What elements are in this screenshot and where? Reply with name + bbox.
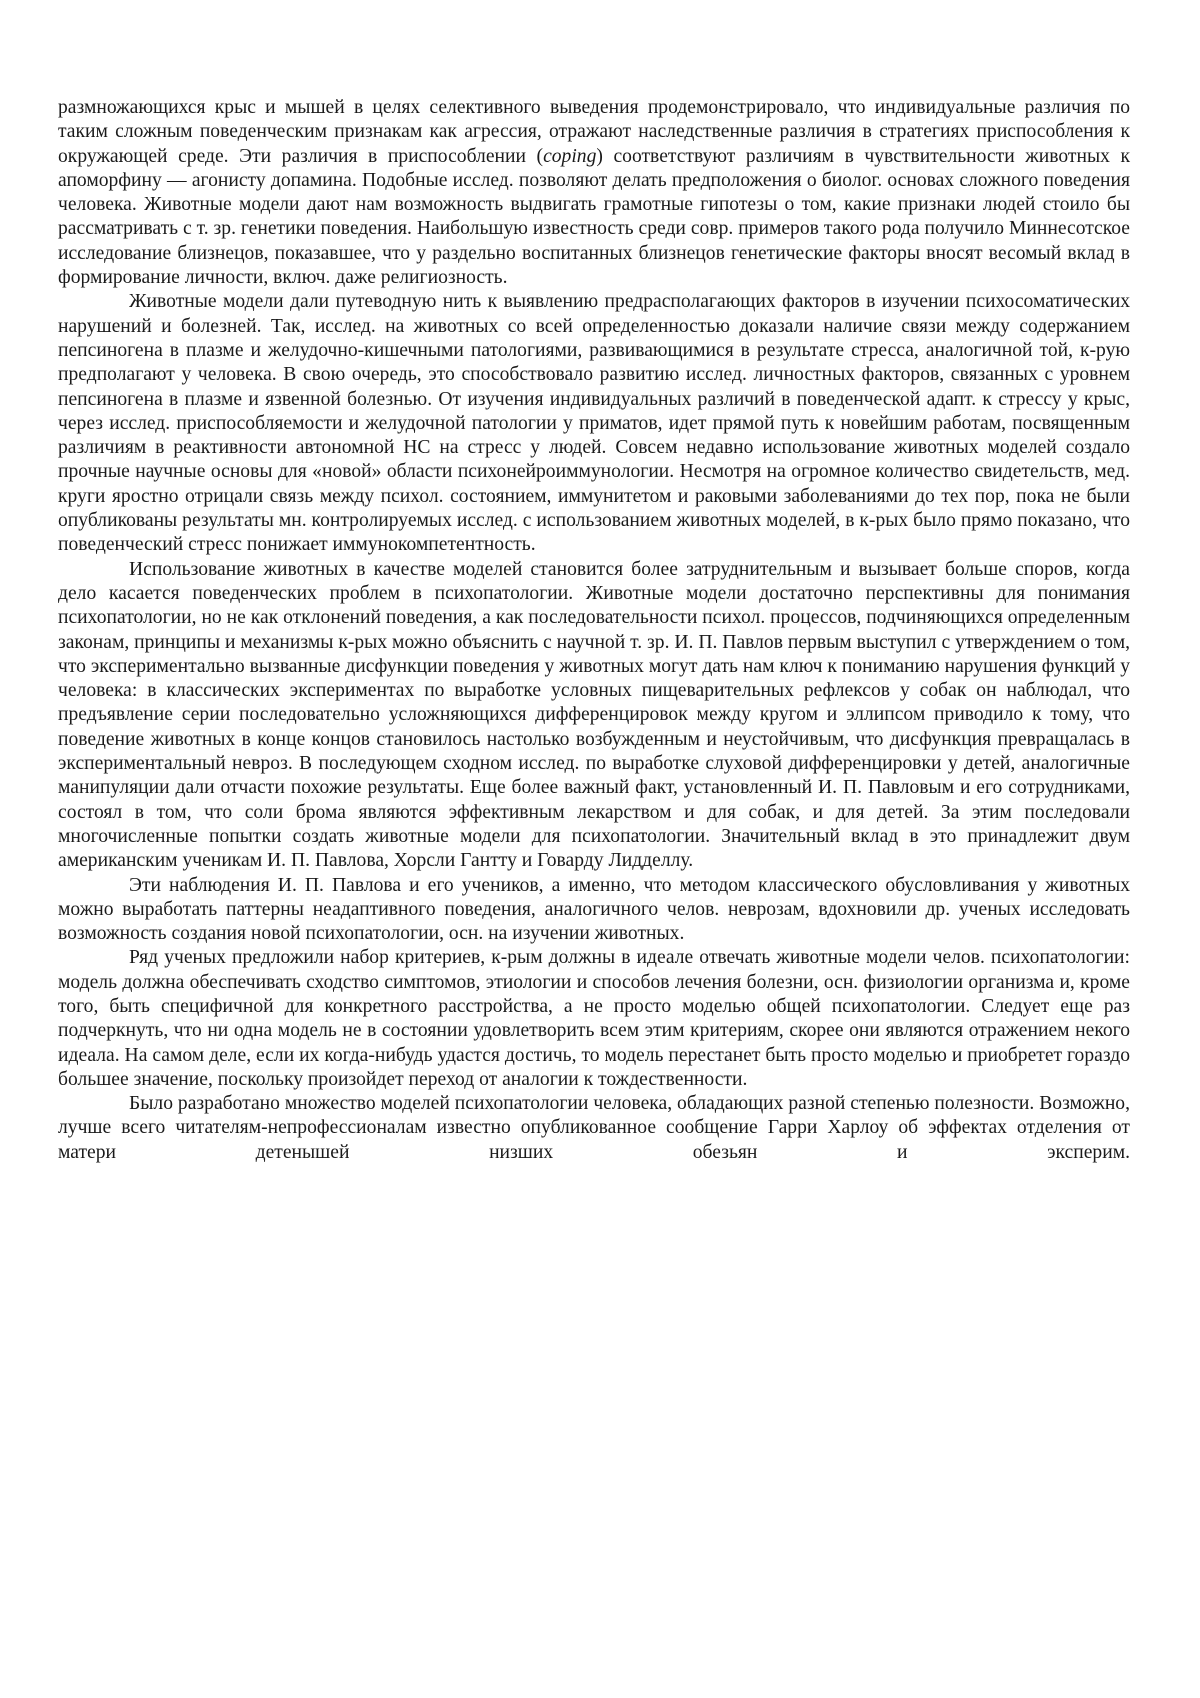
paragraph-1-text-b: ) соответствуют различиям в чувствительности животных к апоморфину — агонисту допамина. Подобные исслед. позволяют делать предположения о биолог. основах сложного поведения человека. Животные модели дают нам возможность выдвигать грамотные гипотезы о том, какие признаки людей стоило бы рассматривать с т. зр. генетики поведения. Наибольшую известность среди совр. примеров такого рода получило Миннесотское исследование близнецов, показавшее, что у раздельно воспитанных близнецов генетические факторы вносят весомый вклад в формирование личности, включ. даже религиозность. <box>58 145 1130 289</box>
paragraph-4: Эти наблюдения И. П. Павлова и его учеников, а именно, что методом классического обусловливания у животных можно выработать паттерны неадаптивного поведения, аналогичного челов. неврозам, вдохновили др. ученых исследовать возможность создания новой психопатологии, осн. на изучении животных. <box>58 874 1130 945</box>
document-page <box>58 96 1130 1165</box>
paragraph-1-text-a: размножающихся крыс и мышей в целях селективного выведения продемонстрировало, что индивидуальные различия по таким сложным поведенческим признакам как агрессия, отражают наследственные различия в стратегиях приспособления к окружающей среде. Эти различия в приспособлении ( <box>58 97 1130 167</box>
paragraph-5: Ряд ученых предложили набор критериев, к-рым должны в идеале отвечать животные модели челов. психопатологии: модель должна обеспечивать сходство симптомов, этиологии и способов лечения болезни, осн. физиологии организма и, кроме того, быть специфичной для конкретного расстройства, а не просто моделью общей психопатологии. Следует еще раз подчеркнуть, что ни одна модель не в состоянии удовлетворить всем этим критериям, скорее они являются отражением некого идеала. На самом деле, если их когда-нибудь удастся достичь, то модель перестанет быть просто моделью и приобретет гораздо большее значение, поскольку произойдет переход от аналогии к тождественности. <box>58 947 1130 1090</box>
paragraph-3: Использование животных в качестве моделей становится более затруднительным и вызывает больше споров, когда дело касается поведенческих проблем в психопатологии. Животные модели достаточно перспективны для понимания психопатологии, но не как отклонений поведения, а как последовательности психол. процессов, подчиняющихся определенным законам, принципы и механизмы к-рых можно объяснить с научной т. зр. И. П. Павлов первым выступил с утверждением о том, что экспериментально вызванные дисфункции поведения у животных могут дать нам ключ к пониманию нарушения функций у человека: в классических экспериментах по выработке условных пищеварительных рефлексов у собак он наблюдал, что предъявление серии последовательно усложняющихся дифференцировок между кругом и эллипсом приводило к тому, что поведение животных в конце концов становилось настолько возбужденным и неустойчивым, что дисфункция превращалась в экспериментальный невроз. В последующем сходном исслед. по выработке слуховой дифференцировки у детей, аналогичные манипуляции дали отчасти похожие результаты. Еще более важный факт, установленный И. П. Павловым и его сотрудниками, состоял в том, что соли брома являются эффективным лекарством и для собак, и для детей. За этим последовали многочисленные попытки создать животные модели для психопатологии. Значительный вклад в это принадлежит двум американским ученикам И. П. Павлова, Хорсли Гантту и Говарду Лидделлу. <box>58 558 1130 872</box>
paragraph-2: Животные модели дали путеводную нить к выявлению предрасполагающих факторов в изучении психосоматических нарушений и болезней. Так, исслед. на животных со всей определенностью доказали наличие связи между содержанием пепсиногена в плазме и желудочно-кишечными патологиями, развивающимися в результате стресса, аналогичной той, к-рую предполагают у человека. В свою очередь, это способствовало развитию исслед. личностных факторов, связанных с уровнем пепсиногена в плазме и язвенной болезнью. От изучения индивидуальных различий в поведенческой адапт. к стрессу у крыс, через исслед. приспособляемости и желудочной патологии у приматов, идет прямой путь к новейшим работам, посвященным различиям в реактивности автономной НС на стресс у людей. Совсем недавно использование животных моделей создало прочные научные основы для «новой» области психонейроиммунологии. Несмотря на огромное количество свидетельств, мед. круги яростно отрицали связь между психол. состоянием, иммунитетом и раковыми заболеваниями до тех пор, пока не были опубликованы результаты мн. контролируемых исслед. с использованием животных моделей, в к-рых было прямо показано, что поведенческий стресс понижает иммунокомпетентность. <box>58 291 1130 556</box>
paragraph-6: Было разработано множество моделей психопатологии человека, обладающих разной степенью полезности. Возможно, лучше всего читателям-непрофессионалам известно опубликованное сообщение Гарри Харлоу об эффектах отделения от матери детенышей низших обезьян и эксперим. <box>58 1093 1130 1163</box>
paragraph-1 <box>58 96 1130 290</box>
paragraph-1-italic-term: coping <box>543 145 597 167</box>
